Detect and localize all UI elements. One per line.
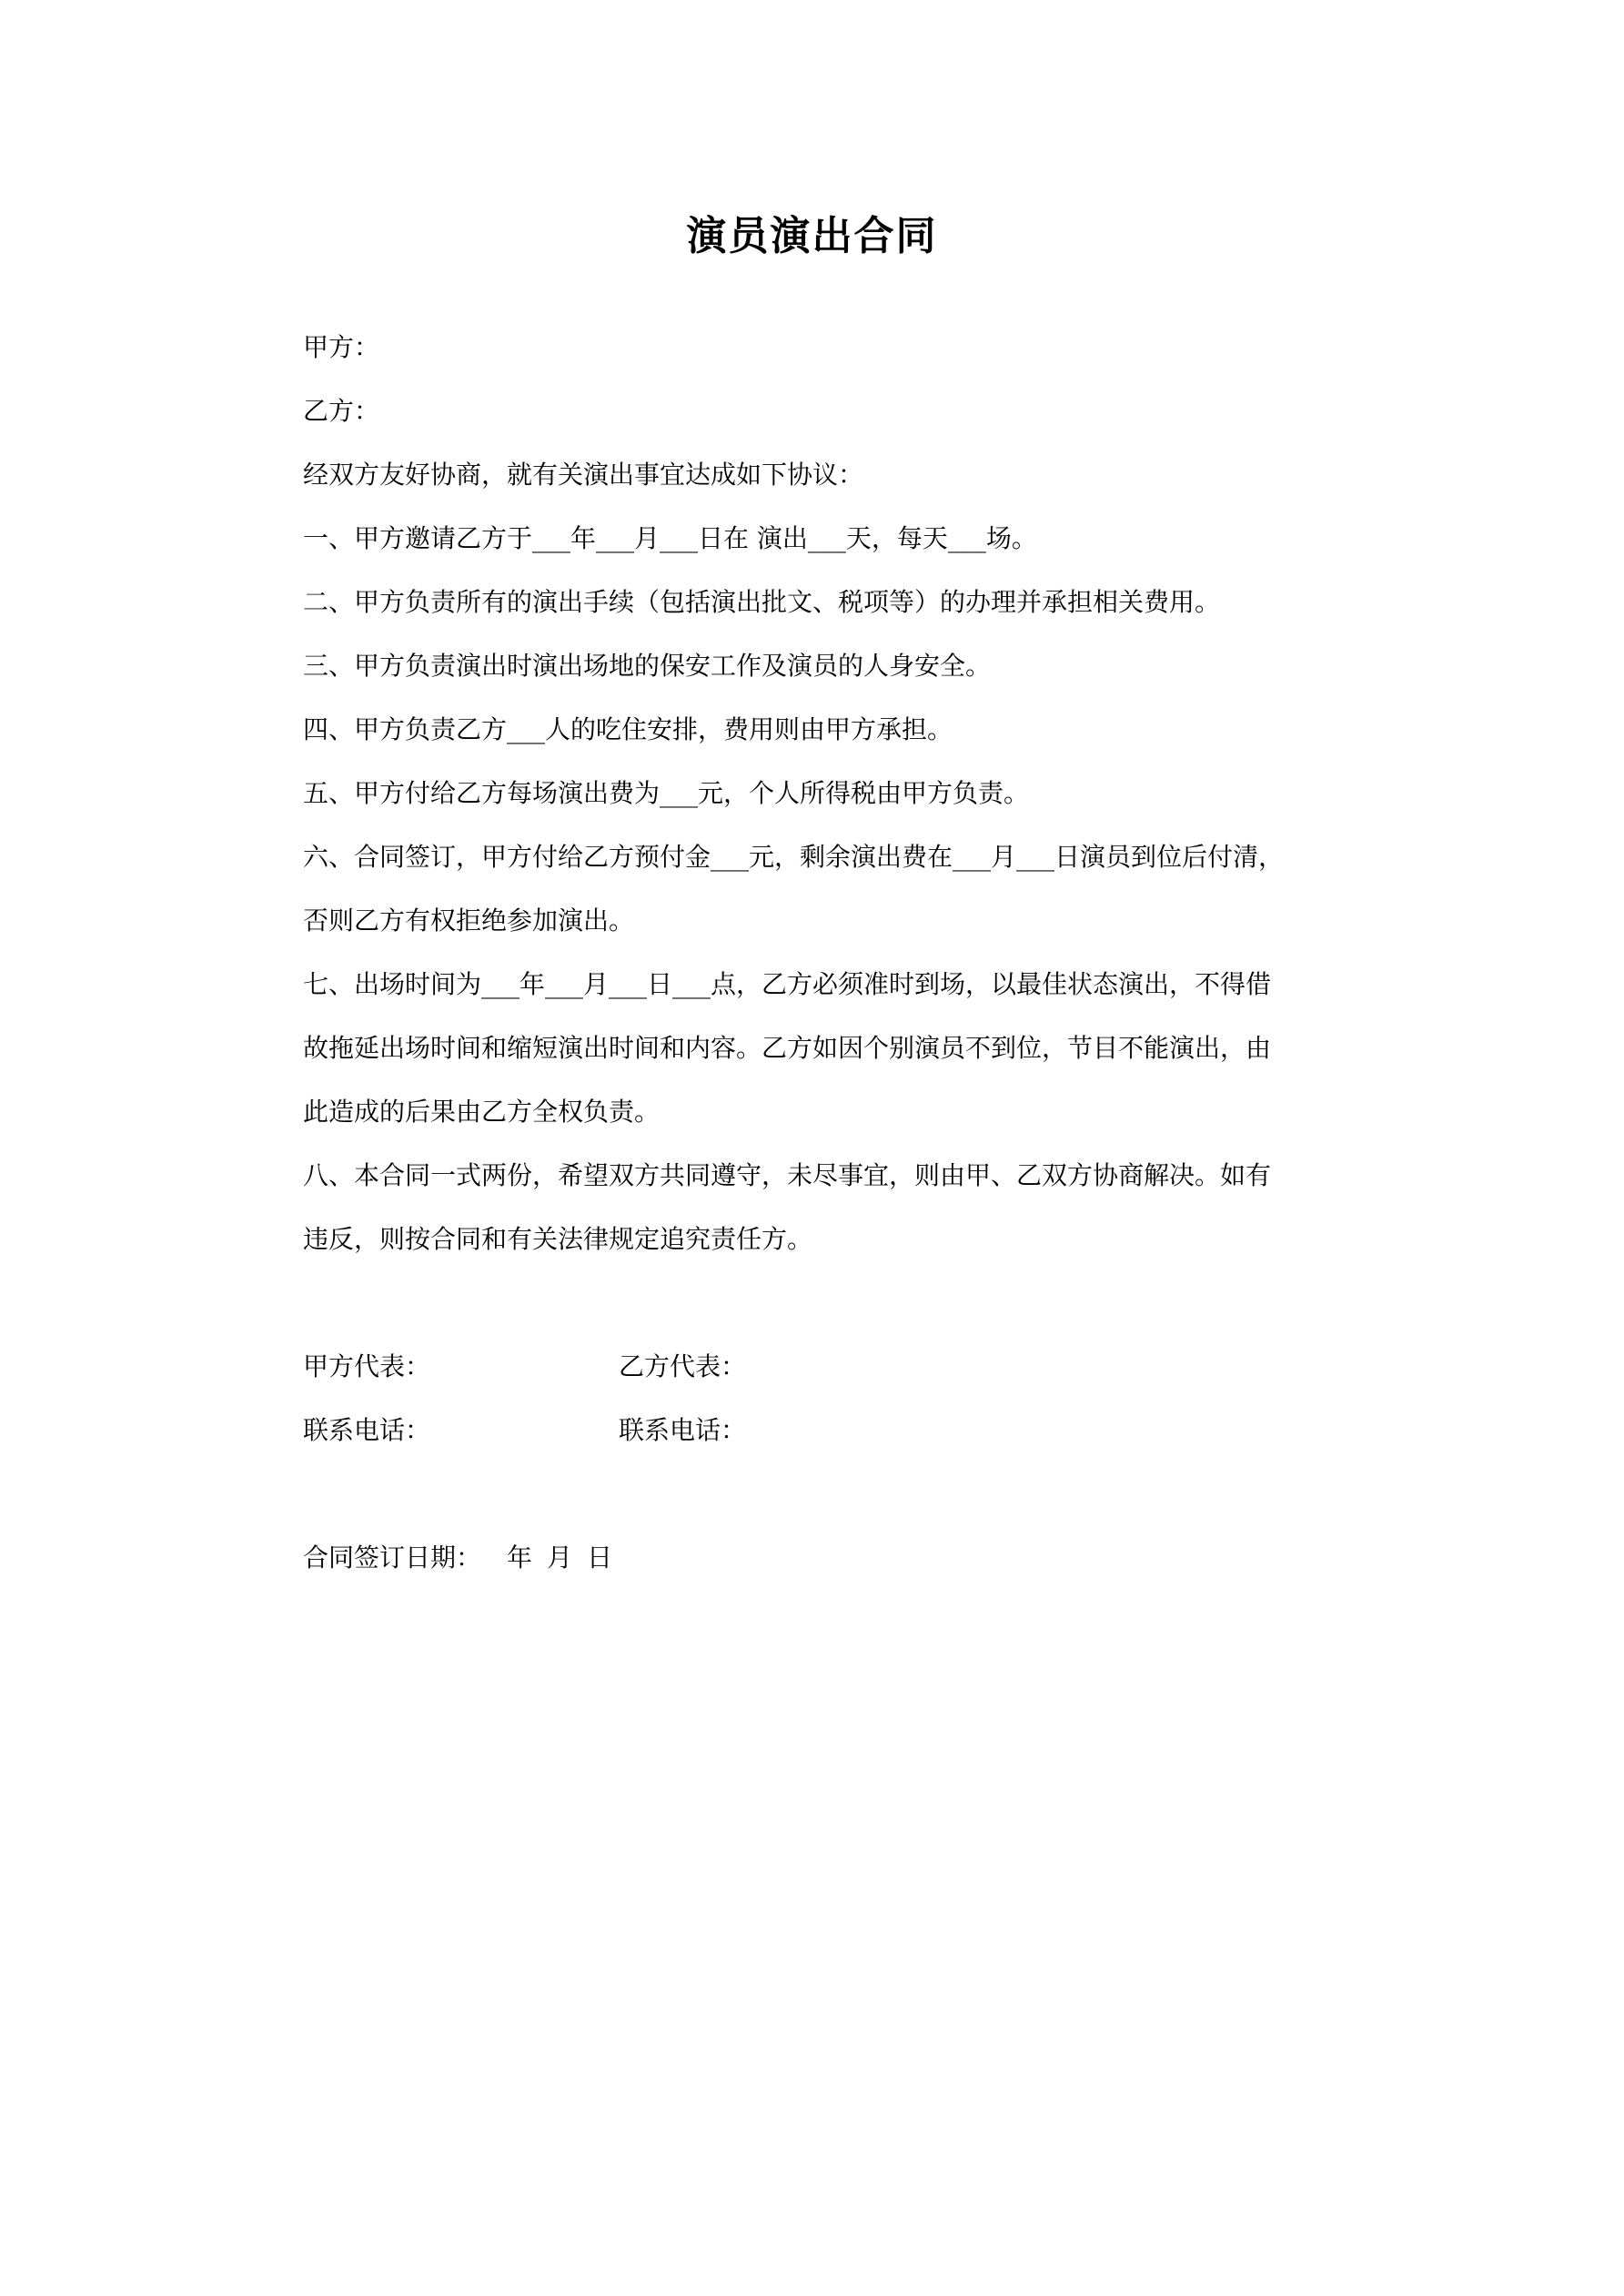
clause-6-line-2: 否则乙方有权拒绝参加演出。 bbox=[303, 905, 635, 936]
party-b-phone: 联系电话： bbox=[619, 1415, 747, 1445]
clause-1: 一、甲方邀请乙方于___年___月___日在 演出___天，每天___场。 bbox=[303, 523, 1037, 553]
clause-7-line-2: 故拖延出场时间和缩短演出时间和内容。乙方如因个别演员不到位，节目不能演出，由 bbox=[303, 1033, 1272, 1063]
clause-4: 四、甲方负责乙方___人的吃住安排，费用则由甲方承担。 bbox=[303, 714, 953, 744]
clause-3: 三、甲方负责演出时演出场地的保安工作及演员的人身安全。 bbox=[303, 651, 992, 681]
clause-5: 五、甲方付给乙方每场演出费为___元，个人所得税由甲方负责。 bbox=[303, 778, 1030, 808]
clause-2: 二、甲方负责所有的演出手续（包括演出批文、税项等）的办理并承担相关费用。 bbox=[303, 587, 1221, 617]
sign-date-month: 月 bbox=[547, 1542, 573, 1573]
clause-7-line-1: 七、出场时间为___年___月___日___点，乙方必须准时到场，以最佳状态演出，不得借 bbox=[303, 969, 1272, 999]
sign-date-line bbox=[303, 1538, 612, 1578]
party-a-representative: 甲方代表： bbox=[303, 1351, 431, 1381]
clause-8-line-1: 八、本合同一式两份，希望双方共同遵守，未尽事宜，则由甲、乙双方协商解决。如有 bbox=[303, 1160, 1272, 1190]
party-a-line: 甲方： bbox=[303, 332, 380, 362]
party-b-representative: 乙方代表： bbox=[619, 1351, 747, 1381]
clause-6-line-1: 六、合同签订，甲方付给乙方预付金___元，剩余演出费在___月___日演员到位后付清， bbox=[303, 842, 1285, 872]
party-a-phone: 联系电话： bbox=[303, 1415, 431, 1445]
sign-date-label: 合同签订日期： bbox=[303, 1542, 482, 1573]
clause-8-line-2: 违反，则按合同和有关法律规定追究责任方。 bbox=[303, 1224, 813, 1254]
party-b-line: 乙方： bbox=[303, 396, 380, 426]
clause-7-line-3: 此造成的后果由乙方全权负责。 bbox=[303, 1097, 661, 1127]
sign-date-day: 日 bbox=[587, 1542, 613, 1573]
document-title: 演员演出合同 bbox=[686, 213, 938, 259]
sign-date-year: 年 bbox=[507, 1542, 533, 1573]
intro-line: 经双方友好协商，就有关演出事宜达成如下协议： bbox=[303, 460, 864, 490]
